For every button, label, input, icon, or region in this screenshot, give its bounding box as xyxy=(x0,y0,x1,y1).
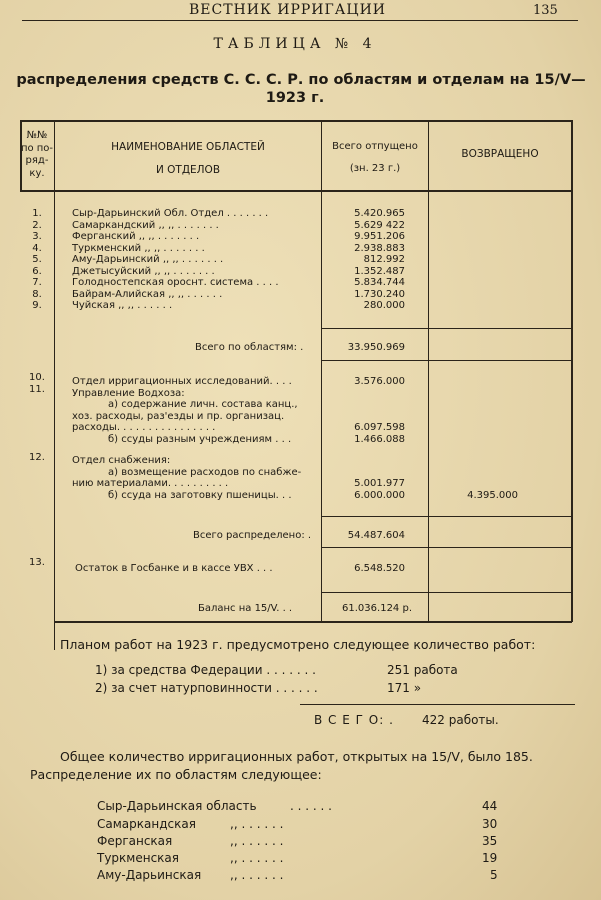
remainder-label: Остаток в Госбанке и в кассе УВХ . . . xyxy=(75,563,273,574)
table-caption-line1: распределения средств С. С. С. Р. по областям и отделам на 15/V— xyxy=(16,72,586,88)
balance-label: Баланс на 15/V. . . xyxy=(198,603,293,614)
plan-item-2-value: 171 » xyxy=(387,681,422,695)
plan-item-1: 1) за средства Федерации . . . . . . . xyxy=(95,663,316,677)
row-number: 4. xyxy=(32,242,42,254)
summary-region-name: Аму-Дарьинская xyxy=(97,868,202,882)
summary-region-name: Ферганская xyxy=(97,834,173,848)
supply-item-b-value: 6.000.000 xyxy=(354,489,405,501)
summary-region-value: 19 xyxy=(482,851,498,865)
distributed-rule xyxy=(322,516,571,517)
vodkhoz-item-a-cont: хоз. расходы, раз'езды и пр. организац. xyxy=(72,410,285,422)
supply-item-b-returned: 4.395.000 xyxy=(467,489,518,501)
row-value: 5.629 422 xyxy=(354,219,405,231)
summary-region-value: 5 xyxy=(490,868,498,882)
row-number: 6. xyxy=(32,265,42,277)
header-name-line: НАИМЕНОВАНИЕ ОБЛАСТЕЙ xyxy=(111,141,265,153)
row-value: 1.730.240 xyxy=(354,288,405,300)
table-right-rule xyxy=(571,120,573,622)
row-number: 5. xyxy=(32,254,42,265)
summary-region-name: Самаркандская xyxy=(97,817,196,831)
summary-region-value: 44 xyxy=(482,799,498,813)
vodkhoz-item-b-value: 1.466.088 xyxy=(354,433,405,445)
row-number: 2. xyxy=(32,219,42,231)
header-no xyxy=(20,130,54,180)
summary-line-2: Распределение их по областям следующее: xyxy=(30,767,322,782)
header-name xyxy=(55,136,321,182)
supply-item-a: а) возмещение расходов по снабже- xyxy=(108,466,302,478)
row-name: Джетысуйский ,, ,, . . . . . . . xyxy=(72,265,215,277)
row-number: 12. xyxy=(29,452,45,463)
plan-item-1-value: 251 работа xyxy=(387,663,458,677)
header-released-line: Всего отпущено xyxy=(332,141,418,152)
balance-value: 61.036.124 р. xyxy=(342,603,412,614)
summary-region-dots: . . . . . . xyxy=(290,799,332,813)
row-value: 5.420.965 xyxy=(354,208,405,219)
row-value: 280.000 xyxy=(363,300,405,311)
row-number: 11. xyxy=(29,383,45,395)
header-released xyxy=(322,136,428,180)
summary-region-name: Сыр-Дарьинская область xyxy=(97,799,257,813)
plan-total-label: В С Е Г О: . xyxy=(314,713,394,727)
vodkhoz-item-a-value: 6.097.598 xyxy=(354,422,405,433)
subtotal-rule-bottom xyxy=(322,360,571,361)
row-value: 1.352.487 xyxy=(354,265,405,277)
row-name: Аму-Дарьинский ,, ,, . . . . . . . xyxy=(72,254,224,265)
summary-region-value: 35 xyxy=(482,834,498,848)
summary-line-1: Общее количество ирригационных работ, открытых на 15/V, было 185. xyxy=(60,749,533,764)
col-rule-no xyxy=(54,120,55,650)
row-number: 8. xyxy=(32,288,42,300)
header-no-line: ку. xyxy=(29,167,45,179)
row-value: 812.992 xyxy=(363,254,405,265)
header-released-line: (зн. 23 г.) xyxy=(349,163,401,174)
table-bottom-rule xyxy=(54,621,572,623)
summary-region-value: 30 xyxy=(482,817,498,831)
row-name: Сыр-Дарьинский Обл. Отдел . . . . . . . xyxy=(72,208,269,219)
balance-rule xyxy=(322,592,571,593)
distributed-rule-bottom xyxy=(322,547,571,548)
row-number: 13. xyxy=(29,557,45,568)
row-name: Самаркандский ,, ,, . . . . . . . xyxy=(72,219,219,231)
row-value: 5.834.744 xyxy=(354,277,405,288)
row-name: Голодностепская ороснт. система . . . . xyxy=(72,277,279,288)
header-no-line: №№ xyxy=(26,130,48,141)
row-name: Туркменский ,, ,, . . . . . . . xyxy=(72,242,205,254)
supply-item-a-cont: нию материалами. . . . . . . . . . xyxy=(72,478,229,489)
total-regions-label: Всего по областям: . xyxy=(195,342,304,353)
summary-region-name: Туркменская xyxy=(97,851,179,865)
header-no-line: по по- xyxy=(20,142,54,154)
dept-research: Отдел ирригационных исследований. . . . xyxy=(72,376,292,387)
plan-total-rule xyxy=(300,704,575,705)
vodkhoz-item-a: а) содержание личн. состава канц., xyxy=(108,399,298,410)
journal-title: ВЕСТНИК ИРРИГАЦИИ xyxy=(188,2,387,18)
remainder-value: 6.548.520 xyxy=(354,563,405,574)
summary-region-dots: ,, . . . . . . xyxy=(230,851,284,865)
header-returned: ВОЗВРАЩЕНО xyxy=(461,148,539,160)
header-no-line: ряд- xyxy=(25,155,49,166)
row-value: 9.951.206 xyxy=(354,231,405,242)
supply-item-a-value: 5.001.977 xyxy=(354,478,405,489)
table-top-rule xyxy=(20,120,572,122)
header-rule xyxy=(22,20,578,21)
table-caption-line2: 1923 г. xyxy=(265,90,325,106)
supply-item-b: б) ссуда на заготовку пшеницы. . . xyxy=(108,489,292,501)
subtotal-rule xyxy=(322,328,571,329)
vodkhoz-item-b: б) ссуды разным учреждениям . . . xyxy=(108,433,292,445)
row-name: Чуйская ,, ,, . . . . . . xyxy=(72,300,173,311)
table-number: ТАБЛИЦА № 4 xyxy=(213,36,377,52)
summary-region-dots: ,, . . . . . . xyxy=(230,834,284,848)
plan-intro: Планом работ на 1923 г. предусмотрено следующее количество работ: xyxy=(60,637,536,652)
total-distributed-label: Всего распределено: . xyxy=(193,530,312,541)
row-number: 3. xyxy=(32,231,42,242)
row-number: 7. xyxy=(32,277,42,288)
total-distributed-value: 54.487.604 xyxy=(347,530,405,541)
row-name: Байрам-Алийская ,, ,, . . . . . . xyxy=(72,288,223,300)
header-name-line: И ОТДЕЛОВ xyxy=(155,164,221,176)
supply-title: Отдел снабжения: xyxy=(72,455,171,466)
summary-region-dots: ,, . . . . . . xyxy=(230,817,284,831)
row-number: 9. xyxy=(32,300,42,311)
total-regions-value: 33.950.969 xyxy=(347,342,405,353)
row-number: 1. xyxy=(32,208,42,219)
table-header-rule xyxy=(20,190,572,192)
vodkhoz-item-a-cont: расходы. . . . . . . . . . . . . . . . xyxy=(72,422,216,433)
row-number: 10. xyxy=(29,372,45,383)
row-value: 2.938.883 xyxy=(354,242,405,254)
dept-research-value: 3.576.000 xyxy=(354,376,405,387)
row-name: Ферганский ,, ,, . . . . . . . xyxy=(72,231,200,242)
plan-item-2: 2) за счет натурповинности . . . . . . xyxy=(95,681,318,695)
vodkhoz-title: Управление Водхоза: xyxy=(72,387,185,399)
summary-region-dots: ,, . . . . . . xyxy=(230,868,284,882)
page-number: 135 xyxy=(533,3,558,18)
plan-total-value: 422 работы. xyxy=(422,713,499,727)
